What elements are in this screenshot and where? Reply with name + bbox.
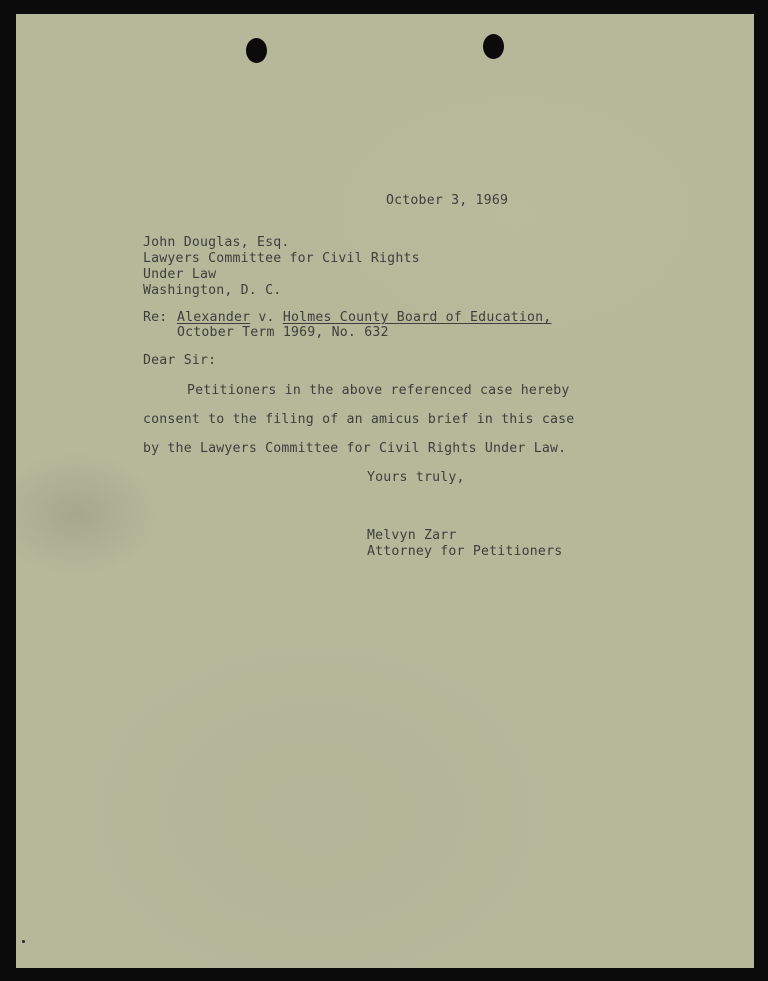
signature-name: Melvyn Zarr: [367, 528, 457, 543]
re-party2: Holmes County Board of Education: [282, 310, 544, 325]
body-line-1: Petitioners in the above referenced case hereby: [187, 383, 570, 398]
re-label: Re:: [143, 310, 168, 325]
salutation: Dear Sir:: [143, 353, 217, 368]
body-line-3: by the Lawyers Committee for Civil Rights Under Law.: [143, 441, 567, 456]
body-line-2: consent to the filing of an amicus brief in this case: [143, 412, 575, 427]
recipient-org-line2: Under Law: [143, 267, 217, 282]
recipient-name: John Douglas, Esq.: [143, 235, 290, 250]
punch-hole-right: [483, 34, 504, 59]
paper-speck: [22, 940, 25, 943]
letter-page: [16, 14, 754, 968]
re-comma: ,: [543, 310, 552, 325]
recipient-org-line1: Lawyers Committee for Civil Rights: [143, 251, 420, 266]
re-party1: Alexander: [177, 310, 251, 325]
recipient-city: Washington, D. C.: [143, 283, 282, 298]
re-case-caption: [177, 310, 551, 326]
recipient-address: [143, 235, 420, 299]
letter-date: October 3, 1969: [386, 193, 509, 208]
re-term: October Term 1969, No. 632: [177, 325, 389, 340]
signature-title: Attorney for Petitioners: [367, 544, 563, 559]
closing: Yours truly,: [367, 470, 465, 485]
punch-hole-left: [246, 38, 267, 63]
re-versus: v.: [258, 310, 275, 325]
